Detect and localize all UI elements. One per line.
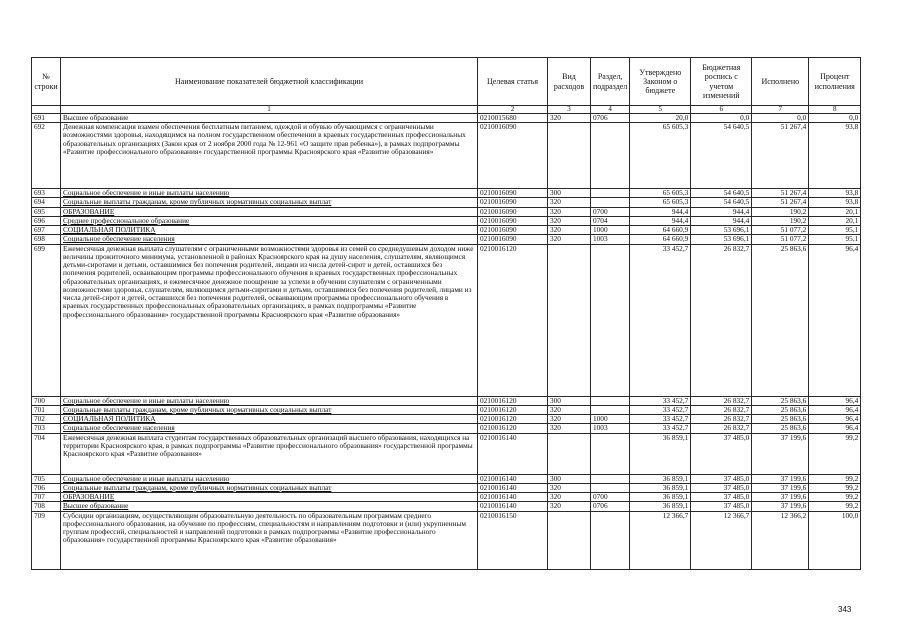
execution-percent: 96,4 <box>809 424 861 433</box>
target-article: 0210016120 <box>478 244 548 396</box>
expense-type: 320 <box>548 198 591 207</box>
executed-amount: 51 077,2 <box>752 226 809 235</box>
target-article: 0210015680 <box>478 114 548 123</box>
execution-percent: 96,4 <box>809 244 861 396</box>
row-number: 697 <box>32 226 61 235</box>
budget-amount: 12 366,7 <box>691 511 752 569</box>
approved-amount: 33 452,7 <box>630 405 691 414</box>
row-number: 692 <box>32 123 61 189</box>
indicator-name: Социальное обеспечение и иные выплаты населению <box>61 474 478 483</box>
expense-type: 320 <box>548 502 591 511</box>
section-code <box>591 396 630 405</box>
executed-amount: 51 267,4 <box>752 123 809 189</box>
section-code: 1000 <box>591 415 630 424</box>
expense-type: 320 <box>548 493 591 502</box>
row-number: 691 <box>32 114 61 123</box>
table-row <box>32 114 861 123</box>
executed-amount: 37 199,6 <box>752 433 809 474</box>
section-code: 0700 <box>591 493 630 502</box>
table-row <box>32 207 861 216</box>
col-number: 5 <box>630 106 691 114</box>
budget-amount: 26 832,7 <box>691 415 752 424</box>
section-code: 1003 <box>591 424 630 433</box>
indicator-name: Ежемесячная денежная выплата студентам государственных образовательных организаций высшего образования, находящихся на территории Красноярского края, в рамках подпрограммы «Развитие профессионального образования» государственной программы Красноярского края «Развитие образования» <box>61 433 478 474</box>
execution-percent: 100,0 <box>809 511 861 569</box>
approved-amount: 944,4 <box>630 207 691 216</box>
target-article: 0210016140 <box>478 502 548 511</box>
executed-amount: 37 199,6 <box>752 493 809 502</box>
budget-amount: 53 696,1 <box>691 235 752 244</box>
budget-amount: 37 485,0 <box>691 474 752 483</box>
table-row <box>32 433 861 474</box>
executed-amount: 25 863,6 <box>752 244 809 396</box>
budget-amount: 944,4 <box>691 216 752 225</box>
table-row <box>32 189 861 198</box>
expense-type: 300 <box>548 474 591 483</box>
expense-type: 320 <box>548 235 591 244</box>
col-number: 2 <box>478 106 548 114</box>
target-article: 0210016090 <box>478 216 548 225</box>
expense-type: 320 <box>548 207 591 216</box>
approved-amount: 33 452,7 <box>630 424 691 433</box>
budget-amount: 37 485,0 <box>691 502 752 511</box>
budget-amount: 54 640,5 <box>691 123 752 189</box>
budget-amount: 54 640,5 <box>691 198 752 207</box>
section-code: 0704 <box>591 216 630 225</box>
approved-amount: 65 605,3 <box>630 189 691 198</box>
table-row <box>32 235 861 244</box>
section-code: 0706 <box>591 502 630 511</box>
row-number: 693 <box>32 189 61 198</box>
expense-type: 300 <box>548 189 591 198</box>
budget-amount: 37 485,0 <box>691 433 752 474</box>
col-header-section: Раздел, подраздел <box>591 58 630 106</box>
execution-percent: 96,4 <box>809 405 861 414</box>
indicator-name: СОЦИАЛЬНАЯ ПОЛИТИКА <box>61 415 478 424</box>
budget-amount: 26 832,7 <box>691 396 752 405</box>
table-row <box>32 198 861 207</box>
indicator-name: Ежемесячная денежная выплата слушателям с ограниченными возможностями здоровья из семей со среднедушевым доходом ниже величины прожиточного минимума, установленной в районах Красноярского края на душу населения, слушателям, являющимся детьми-сиротами и детьми, оставшимися без попечения родителей, лицами из числа детей-сирот и детей, оставшихся без попечения родителей, осваивающим программы профессионального обучения в краевых государственных профессиональных образовательных организациях, и ежемесячное денежное поощрение за успехи в обучении слушателям с ограниченными возможностями здоровья, слушателям, являющимся детьми-сиротами и детьми, оставшимися без попечения родителей, лицами из числа детей-сирот и детей, оставшихся без попечения родителей, осваивающим программы профессионального обучения в краевых государственных профессиональных образовательных организациях, в рамках подпрограммы «Развитие профессионального образования» государственной программы Красноярского края «Развитие образования» <box>61 244 478 396</box>
indicator-name: Высшее образование <box>61 114 478 123</box>
row-number: 709 <box>32 511 61 569</box>
expense-type <box>548 244 591 396</box>
indicator-name: Социальное обеспечение населения <box>61 424 478 433</box>
budget-amount: 37 485,0 <box>691 483 752 492</box>
executed-amount: 51 267,4 <box>752 198 809 207</box>
table-row <box>32 502 861 511</box>
section-code <box>591 189 630 198</box>
executed-amount: 51 267,4 <box>752 189 809 198</box>
col-number: 7 <box>752 106 809 114</box>
row-number: 695 <box>32 207 61 216</box>
section-code: 1003 <box>591 235 630 244</box>
indicator-name: Социальные выплаты гражданам, кроме публичных нормативных социальных выплат <box>61 405 478 414</box>
section-code: 0700 <box>591 207 630 216</box>
approved-amount: 36 859,1 <box>630 483 691 492</box>
row-number: 706 <box>32 483 61 492</box>
section-code <box>591 483 630 492</box>
row-number: 701 <box>32 405 61 414</box>
indicator-name: Социальные выплаты гражданам, кроме публичных нормативных социальных выплат <box>61 483 478 492</box>
execution-percent: 99,2 <box>809 474 861 483</box>
approved-amount: 65 605,3 <box>630 198 691 207</box>
table-row <box>32 483 861 492</box>
execution-percent: 93,8 <box>809 123 861 189</box>
executed-amount: 25 863,6 <box>752 405 809 414</box>
budget-amount: 37 485,0 <box>691 493 752 502</box>
col-number: 3 <box>548 106 591 114</box>
executed-amount: 190,2 <box>752 207 809 216</box>
execution-percent: 99,2 <box>809 502 861 511</box>
table-row <box>32 415 861 424</box>
target-article: 0210016090 <box>478 198 548 207</box>
col-number: 4 <box>591 106 630 114</box>
indicator-name: Высшее образование <box>61 502 478 511</box>
table-row <box>32 474 861 483</box>
approved-amount: 33 452,7 <box>630 244 691 396</box>
row-number: 700 <box>32 396 61 405</box>
indicator-name: Социальное обеспечение населения <box>61 235 478 244</box>
indicator-name: Социальное обеспечение и иные выплаты населению <box>61 189 478 198</box>
executed-amount: 25 863,6 <box>752 424 809 433</box>
execution-percent: 0,0 <box>809 114 861 123</box>
target-article: 0210016120 <box>478 405 548 414</box>
table-row <box>32 226 861 235</box>
row-number: 699 <box>32 244 61 396</box>
table-row <box>32 396 861 405</box>
execution-percent: 20,1 <box>809 216 861 225</box>
executed-amount: 0,0 <box>752 114 809 123</box>
approved-amount: 20,0 <box>630 114 691 123</box>
approved-amount: 944,4 <box>630 216 691 225</box>
target-article: 0210016140 <box>478 474 548 483</box>
col-number: 6 <box>691 106 752 114</box>
execution-percent: 99,2 <box>809 483 861 492</box>
col-header-budget: Бюджетная роспись с учетом изменений <box>691 58 752 106</box>
executed-amount: 37 199,6 <box>752 502 809 511</box>
approved-amount: 36 859,1 <box>630 493 691 502</box>
execution-percent: 20,1 <box>809 207 861 216</box>
target-article: 0210016150 <box>478 511 548 569</box>
expense-type: 320 <box>548 114 591 123</box>
col-number: 1 <box>61 106 478 114</box>
expense-type: 320 <box>548 424 591 433</box>
budget-amount: 54 640,5 <box>691 189 752 198</box>
budget-amount: 53 696,1 <box>691 226 752 235</box>
executed-amount: 12 366,2 <box>752 511 809 569</box>
expense-type: 320 <box>548 216 591 225</box>
col-number <box>32 106 61 114</box>
expense-type: 300 <box>548 396 591 405</box>
budget-amount: 26 832,7 <box>691 405 752 414</box>
target-article: 0210016120 <box>478 415 548 424</box>
row-number: 707 <box>32 493 61 502</box>
budget-amount: 26 832,7 <box>691 424 752 433</box>
target-article: 0210016120 <box>478 424 548 433</box>
executed-amount: 51 077,2 <box>752 235 809 244</box>
executed-amount: 25 863,6 <box>752 396 809 405</box>
page-number: 343 <box>838 605 852 614</box>
expense-type: 320 <box>548 415 591 424</box>
indicator-name: Социальное обеспечение и иные выплаты населению <box>61 396 478 405</box>
approved-amount: 64 660,9 <box>630 235 691 244</box>
approved-amount: 65 605,3 <box>630 123 691 189</box>
executed-amount: 190,2 <box>752 216 809 225</box>
budget-amount: 26 832,7 <box>691 244 752 396</box>
col-header-percent: Процент исполнения <box>809 58 861 106</box>
table-row <box>32 493 861 502</box>
target-article: 0210016140 <box>478 483 548 492</box>
indicator-name: ОБРАЗОВАНИЕ <box>61 207 478 216</box>
section-code: 1000 <box>591 226 630 235</box>
table-row <box>32 123 861 189</box>
expense-type: 320 <box>548 226 591 235</box>
row-number: 708 <box>32 502 61 511</box>
column-number-row <box>32 106 861 114</box>
target-article: 0210016140 <box>478 433 548 474</box>
indicator-name: ОБРАЗОВАНИЕ <box>61 493 478 502</box>
table-row <box>32 405 861 414</box>
row-number: 698 <box>32 235 61 244</box>
execution-percent: 96,4 <box>809 396 861 405</box>
col-header-executed: Исполнено <box>752 58 809 106</box>
indicator-name: Денежная компенсация взамен обеспечения бесплатным питанием, одеждой и обувью обучающимся с ограниченными возможностями здоровья, находящимся на полном государственном обеспечении в краевых государственных профессиональных образовательных организациях (Закон края от 2 ноября 2000 года № 12-961 «О защите прав ребенка»), в рамках подпрограммы «Развитие профессионального образования» государственной программы Красноярского края «Развитие образования» <box>61 123 478 189</box>
expense-type <box>548 511 591 569</box>
expense-type <box>548 433 591 474</box>
col-header-exp-type: Вид расходов <box>548 58 591 106</box>
indicator-name: СОЦИАЛЬНАЯ ПОЛИТИКА <box>61 226 478 235</box>
expense-type: 320 <box>548 483 591 492</box>
indicator-name: Социальные выплаты гражданам, кроме публичных нормативных социальных выплат <box>61 198 478 207</box>
target-article: 0210016120 <box>478 396 548 405</box>
section-code: 0706 <box>591 114 630 123</box>
execution-percent: 93,8 <box>809 198 861 207</box>
execution-percent: 95,1 <box>809 226 861 235</box>
executed-amount: 25 863,6 <box>752 415 809 424</box>
row-number: 696 <box>32 216 61 225</box>
budget-table <box>31 57 861 570</box>
table-row <box>32 424 861 433</box>
target-article: 0210016090 <box>478 235 548 244</box>
approved-amount: 64 660,9 <box>630 226 691 235</box>
table-row <box>32 244 861 396</box>
section-code <box>591 511 630 569</box>
approved-amount: 33 452,7 <box>630 415 691 424</box>
approved-amount: 36 859,1 <box>630 474 691 483</box>
section-code <box>591 405 630 414</box>
approved-amount: 36 859,1 <box>630 433 691 474</box>
target-article: 0210016090 <box>478 207 548 216</box>
executed-amount: 37 199,6 <box>752 474 809 483</box>
expense-type <box>548 123 591 189</box>
col-header-target: Целевая статья <box>478 58 548 106</box>
executed-amount: 37 199,6 <box>752 483 809 492</box>
execution-percent: 96,4 <box>809 415 861 424</box>
target-article: 0210016090 <box>478 226 548 235</box>
budget-amount: 944,4 <box>691 207 752 216</box>
execution-percent: 99,2 <box>809 433 861 474</box>
table-row <box>32 511 861 569</box>
header-row <box>32 58 861 106</box>
col-header-name: Наименование показателей бюджетной классификации <box>61 58 478 106</box>
indicator-name: Субсидии организациям, осуществляющим образовательную деятельность по образовательным программам среднего профессионального образования, на обучение по профессиям, специальностям и направлениям подготовки и (или) укрупненным группам профессий, специальностей и направлений подготовки в рамках подпрограммы «Развитие профессионального образования» государственной программы Красноярского края «Развитие образования» <box>61 511 478 569</box>
approved-amount: 33 452,7 <box>630 396 691 405</box>
row-number: 702 <box>32 415 61 424</box>
section-code <box>591 123 630 189</box>
execution-percent: 99,2 <box>809 493 861 502</box>
execution-percent: 95,1 <box>809 235 861 244</box>
row-number: 705 <box>32 474 61 483</box>
section-code <box>591 198 630 207</box>
row-number: 704 <box>32 433 61 474</box>
approved-amount: 12 366,7 <box>630 511 691 569</box>
target-article: 0210016090 <box>478 123 548 189</box>
col-header-approved: Утверждено Законом о бюджете <box>630 58 691 106</box>
approved-amount: 36 859,1 <box>630 502 691 511</box>
col-number: 8 <box>809 106 861 114</box>
col-header-row-no: № строки <box>32 58 61 106</box>
row-number: 694 <box>32 198 61 207</box>
table-row <box>32 216 861 225</box>
target-article: 0210016090 <box>478 189 548 198</box>
execution-percent: 93,8 <box>809 189 861 198</box>
section-code <box>591 244 630 396</box>
indicator-name: Среднее профессиональное образование <box>61 216 478 225</box>
budget-amount: 0,0 <box>691 114 752 123</box>
section-code <box>591 433 630 474</box>
expense-type: 320 <box>548 405 591 414</box>
target-article: 0210016140 <box>478 493 548 502</box>
row-number: 703 <box>32 424 61 433</box>
section-code <box>591 474 630 483</box>
